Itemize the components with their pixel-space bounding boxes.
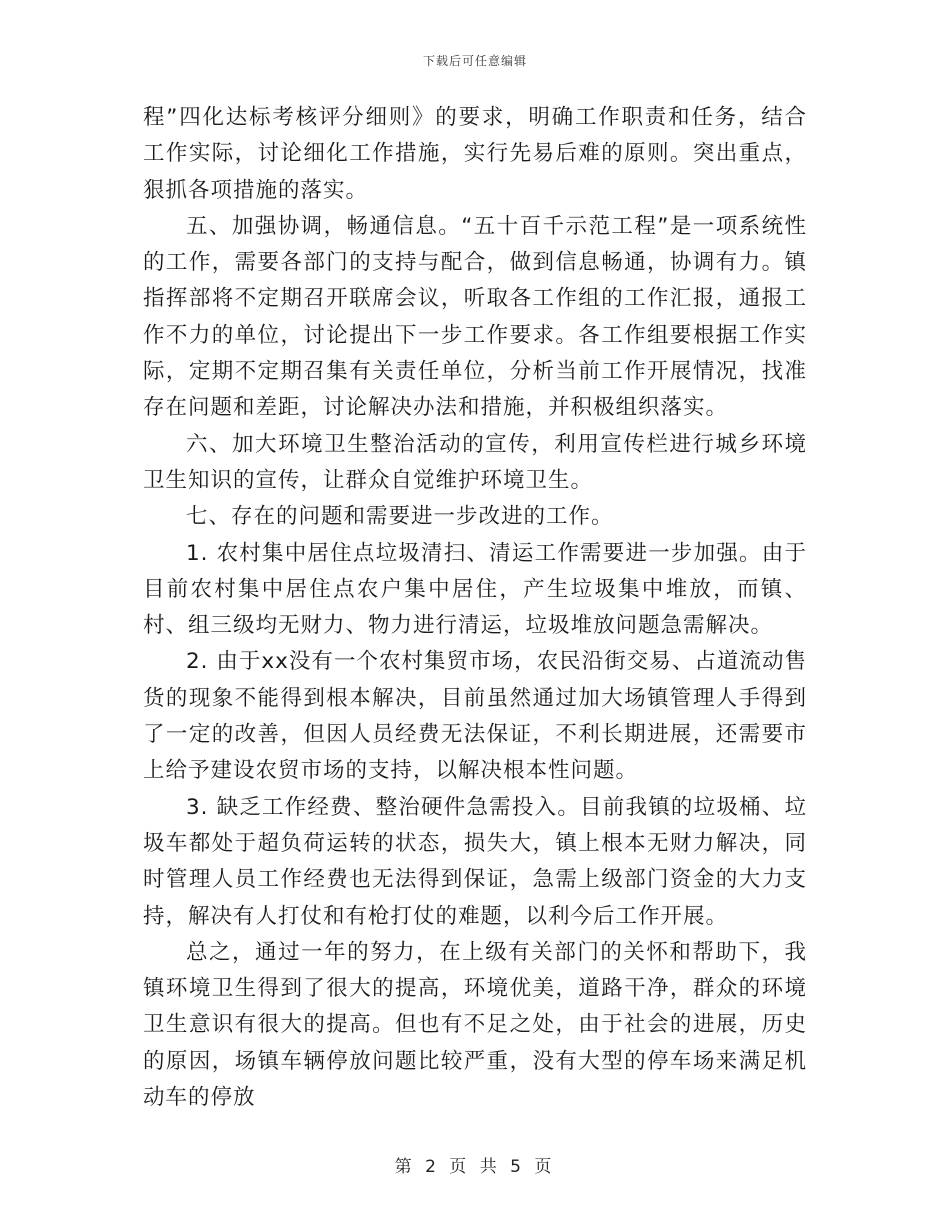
paragraph-problem-3: 3. 缺乏工作经费、整治硬件急需投入。目前我镇的垃圾桶、垃圾车都处于超负荷运转的状态，损失大，镇上根本无财力解决，同时管理人员工作经费也无法得到保证，急需上级部门资金的大力支持，解决有人打仗和有枪打仗的难题，以利今后工作开展。: [143, 794, 807, 929]
paragraph-problem-2: 2. 由于xx没有一个农村集贸市场，农民沿街交易、占道流动售货的现象不能得到根本解决，目前虽然通过加大场镇管理人手得到了一定的改善，但因人员经费无法保证，不利长期进展，还需要市上给予建设农贸市场的支持，以解决根本性问题。: [143, 649, 807, 784]
page-header: 下载后可任意编辑: [422, 54, 527, 68]
paragraph-summary: 总之，通过一年的努力，在上级有关部门的关怀和帮助下，我镇环境卫生得到了很大的提高，环境优美，道路干净，群众的环境卫生意识有很大的提高。但也有不足之处，由于社会的进展，历史的原因，场镇车辆停放问题比较严重，没有大型的停车场来满足机动车的停放: [143, 939, 807, 1111]
document-body: [143, 100, 807, 1116]
paragraph-continuation: 程”四化达标考核评分细则》的要求，明确工作职责和任务，结合工作实际，讨论细化工作措施，实行先易后难的原则。突出重点，狠抓各项措施的落实。: [143, 105, 807, 203]
paragraph-publicity: 六、加大环境卫生整治活动的宣传，利用宣传栏进行城乡环境卫生知识的宣传，让群众自觉维护环境卫生。: [143, 431, 807, 493]
paragraph-problems-heading: 七、存在的问题和需要进一步改进的工作。: [186, 504, 614, 530]
paragraph-problem-1: 1. 农村集中居住点垃圾清扫、清运工作需要进一步加强。由于目前农村集中居住点农户集中居住，产生垃圾集中堆放，而镇、村、组三级均无财力、物力进行清运，垃圾堆放问题急需解决。: [143, 540, 807, 639]
paragraph-coordination: 五、加强协调，畅通信息。“五十百千示范工程”是一项系统性的工作，需要各部门的支持与配合，做到信息畅通，协调有力。镇指挥部将不定期召开联席会议，听取各工作组的工作汇报，通报工作不力的单位，讨论提出下一步工作要求。各工作组要根据工作实际，定期不定期召集有关责任单位，分析当前工作开展情况，找准存在问题和差距，讨论解决办法和措施，并积极组织落实。: [143, 213, 807, 421]
page-number: 第 2 页 共 5 页: [394, 1157, 556, 1177]
